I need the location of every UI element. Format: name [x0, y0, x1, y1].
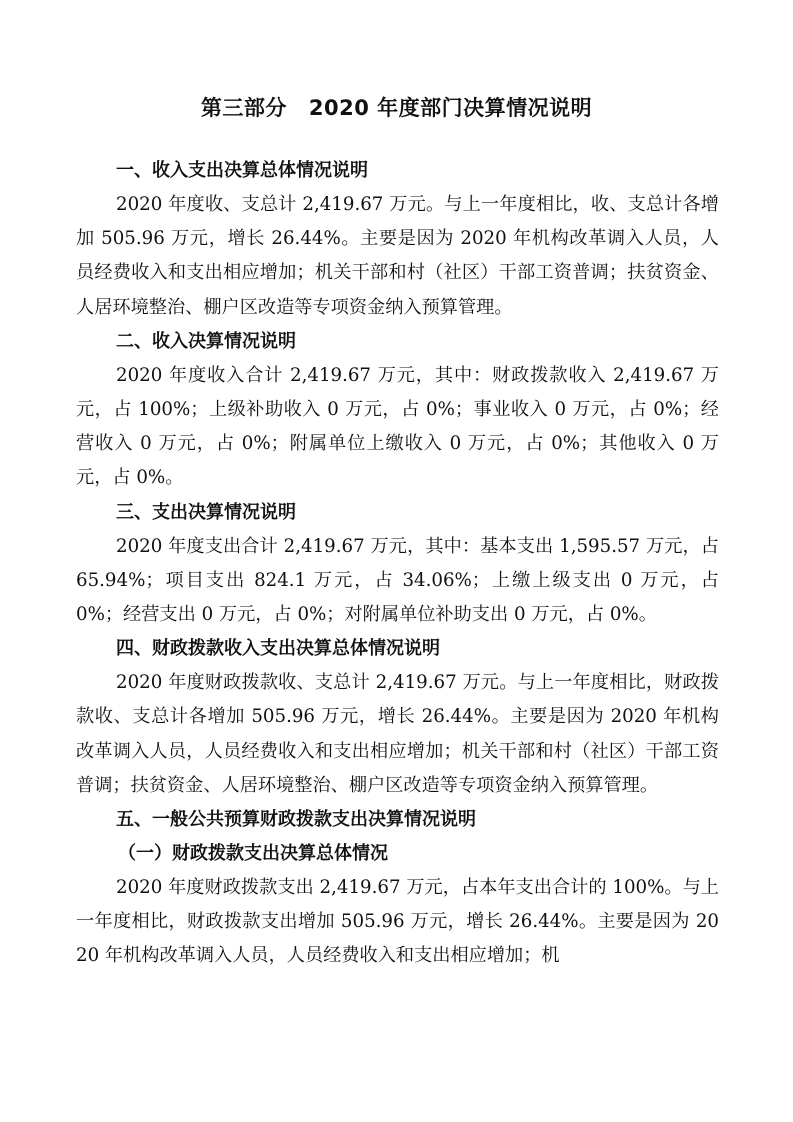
section-2-body: 2020 年度收入合计 2,419.67 万元，其中：财政拨款收入 2,419.67 万元，占 100%；上级补助收入 0 万元，占 0%；事业收入 0 万元，占 0%；经营收入 0 万元，占 0%；附属单位上缴收入 0 万元，占 0%；其他收入 0 万元，占 0%。 — [76, 364, 719, 489]
section-5-body: 2020 年度财政拨款支出 2,419.67 万元，占本年支出合计的 100%。与上一年度相比，财政拨款支出增加 505.96 万元，增长 26.44%。主要是因为 2020 年机构改革调入人员，人员经费收入和支出相应增加；机 — [76, 877, 719, 967]
section-4-body: 2020 年度财政拨款收、支总计 2,419.67 万元。与上一年度相比，财政拨款收、支总计各增加 505.96 万元，增长 26.44%。主要是因为 2020 年机构改革调入人员，人员经费收入和支出相应增加；机关干部和村（社区）干部工资普调；扶贫资金、人居环境整治、棚户区改造等专项资金纳入预算管理。 — [76, 672, 719, 796]
section-5-heading: 五、一般公共预算财政拨款支出决算情况说明 — [116, 809, 476, 831]
section-3-heading: 三、支出决算情况说明 — [116, 501, 296, 523]
section-1-body: 2020 年度收、支总计 2,419.67 万元。与上一年度相比，收、支总计各增加 505.96 万元，增长 26.44%。主要是因为 2020 年机构改革调入人员，人员经费收入和支出相应增加；机关干部和村（社区）干部工资普调；扶贫资金、人居环境整治、棚户区改造等专项资金纳入预算管理。 — [76, 194, 719, 318]
page-title — [0, 88, 793, 128]
title-main: 2020 年度部门决算情况说明 — [308, 96, 593, 120]
section-5-subheading: （一）财政拨款支出决算总体情况 — [118, 843, 388, 865]
section-3-body: 2020 年度支出合计 2,419.67 万元，其中：基本支出 1,595.57 万元，占 65.94%；项目支出 824.1 万元，占 34.06%；上缴上级支出 0 万元，占 0%；经营支出 0 万元，占 0%；对附属单位补助支出 0 万元，占 0%。 — [76, 535, 719, 626]
section-4-heading: 四、财政拨款收入支出决算总体情况说明 — [116, 638, 440, 660]
title-part: 第三部分 — [200, 96, 287, 120]
section-2-heading: 二、收入决算情况说明 — [116, 330, 296, 352]
section-1-heading: 一、收入支出决算总体情况说明 — [116, 160, 368, 181]
